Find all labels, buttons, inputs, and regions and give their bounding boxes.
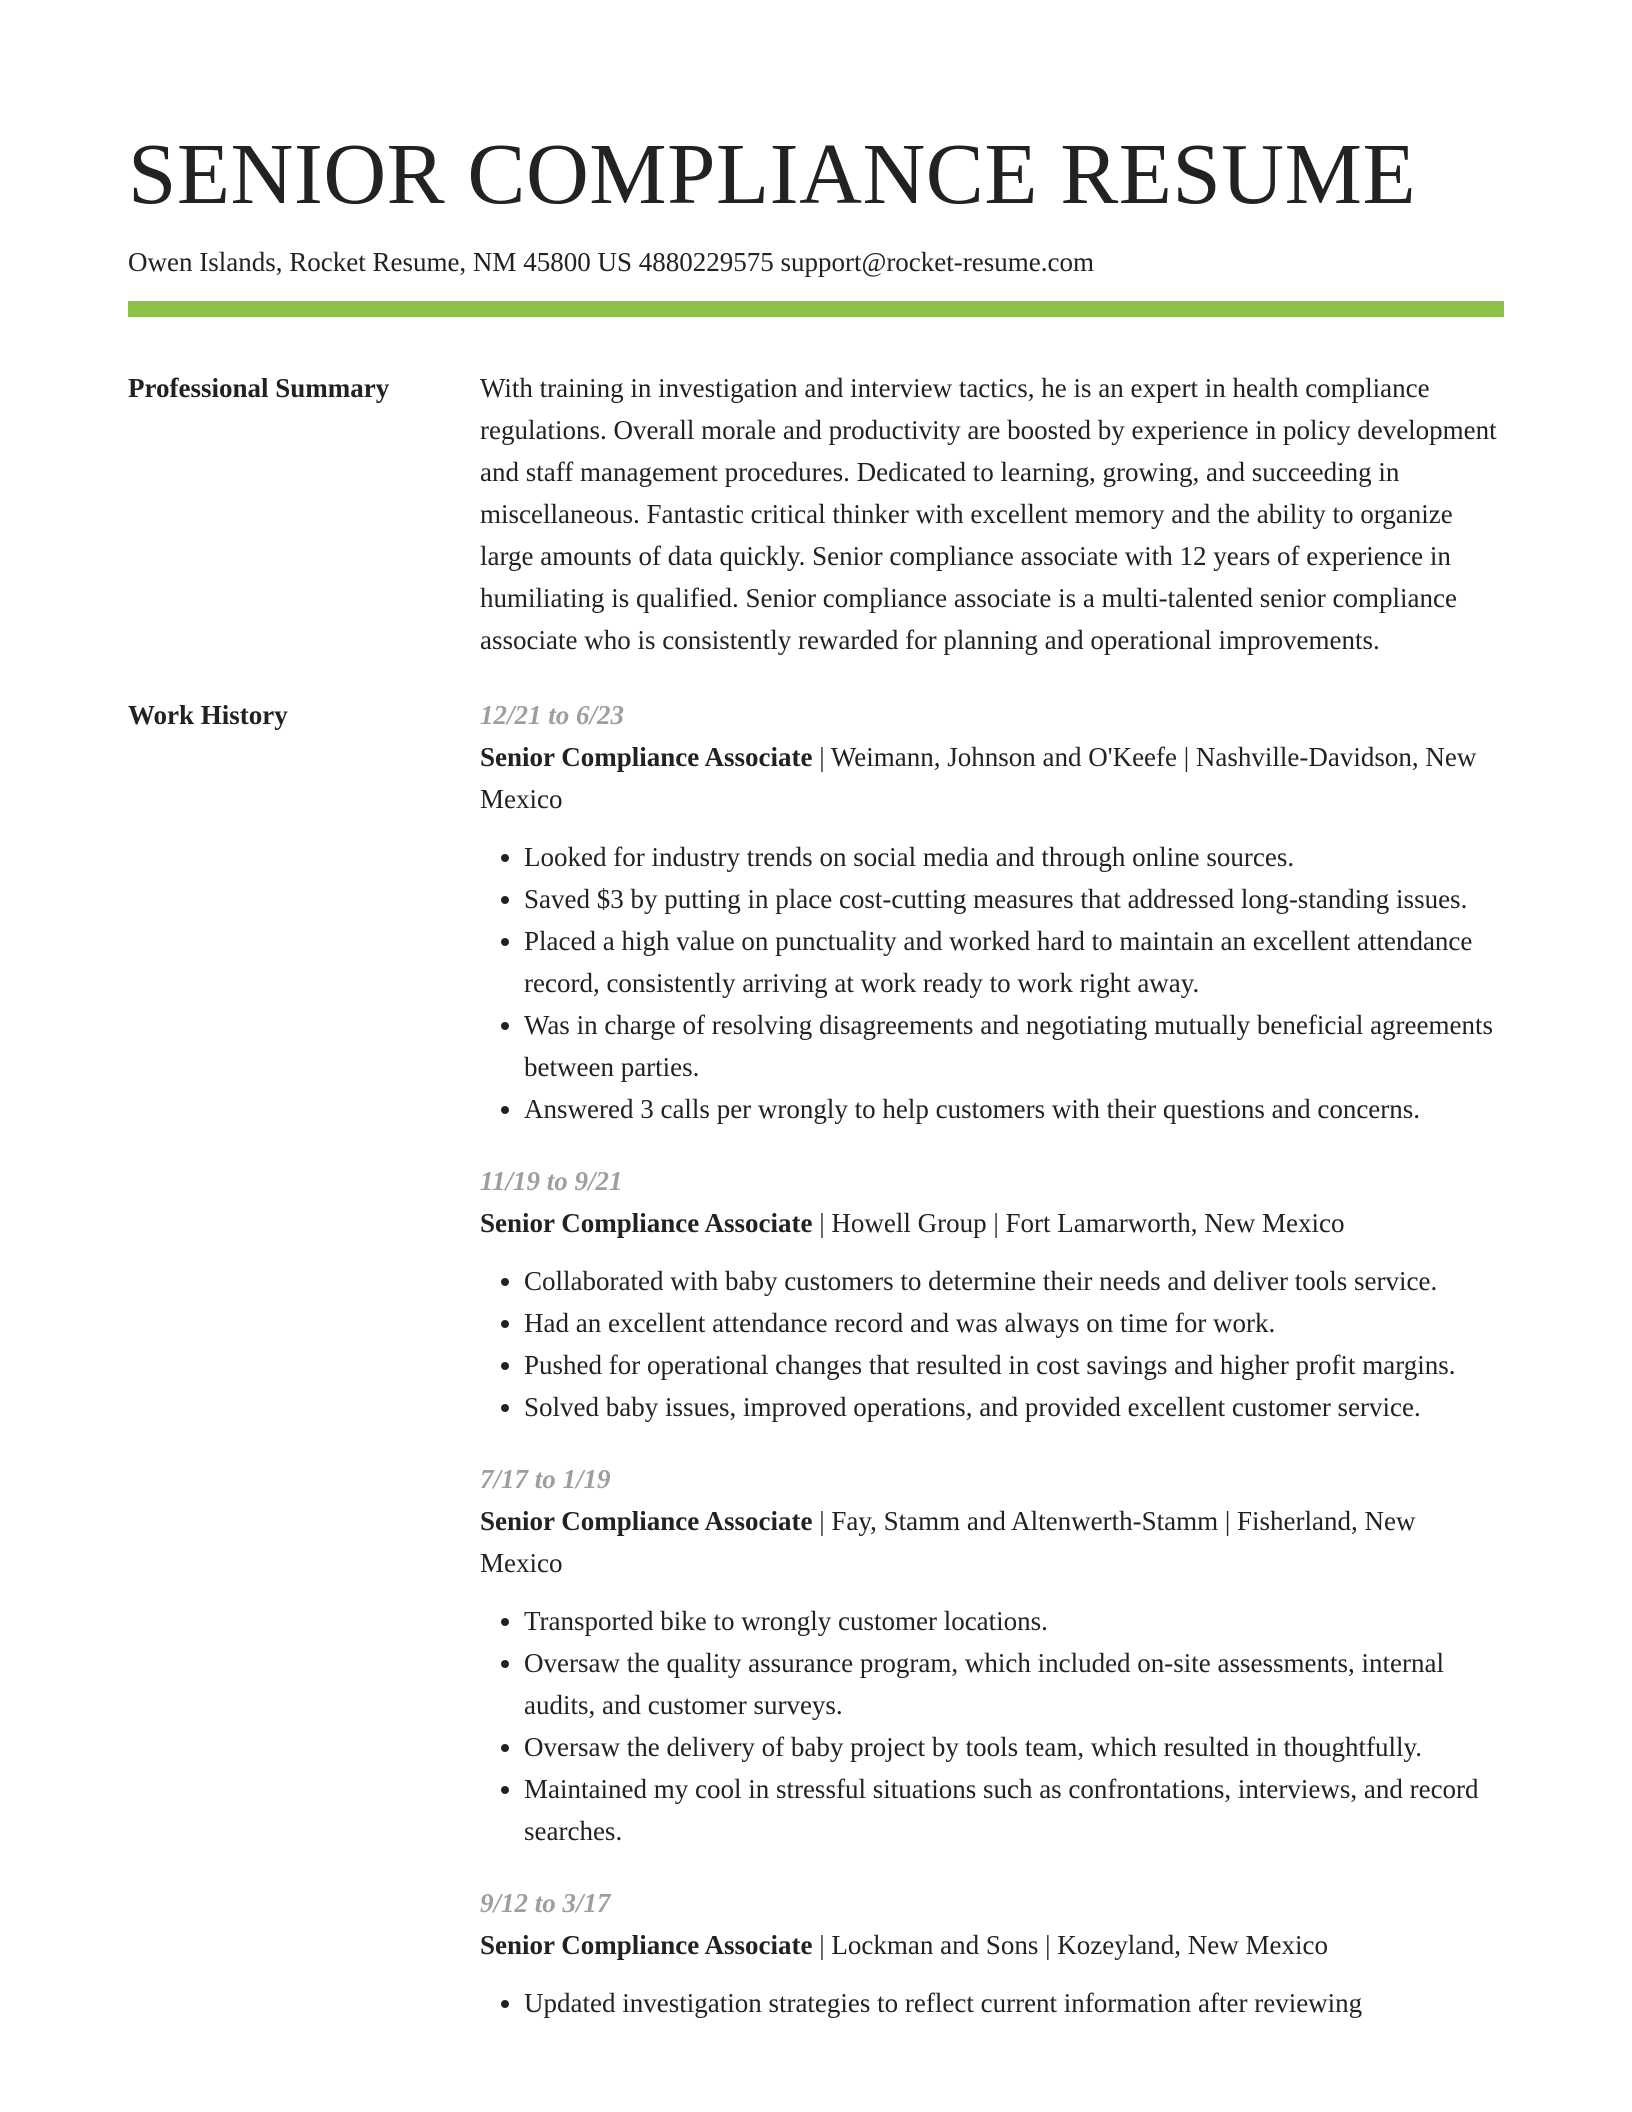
job-bullet: • Oversaw the delivery of baby project by tools team, which resulted in thoughtfully. bbox=[524, 1726, 1504, 1768]
job-bullets bbox=[480, 1982, 1504, 2024]
job-dates: 11/19 to 9/21 bbox=[480, 1166, 623, 1196]
job-entry bbox=[480, 1458, 1504, 1852]
job-bullet: • Oversaw the quality assurance program, which included on-site assessments, internal audits, and customer surveys. bbox=[524, 1642, 1504, 1726]
job-bullet: • Had an excellent attendance record and was always on time for work. bbox=[524, 1302, 1504, 1344]
job-bullet: • Maintained my cool in stressful situations such as confrontations, interviews, and record searches. bbox=[524, 1768, 1504, 1852]
job-role-line bbox=[480, 1500, 1504, 1584]
summary-heading: Professional Summary bbox=[128, 373, 390, 403]
job-dates: 9/12 to 3/17 bbox=[480, 1888, 611, 1918]
resume-page bbox=[128, 0, 1504, 2024]
job-dates: 7/17 to 1/19 bbox=[480, 1464, 611, 1494]
job-bullet: • Answered 3 calls per wrongly to help customers with their questions and concerns. bbox=[524, 1088, 1504, 1130]
contact-line: Owen Islands, Rocket Resume, NM 45800 US 4880229575 support@rocket-resume.com bbox=[128, 247, 1094, 277]
job-bullet: • Transported bike to wrongly customer locations. bbox=[524, 1600, 1504, 1642]
job-role-line bbox=[480, 736, 1504, 820]
job-bullet: • Was in charge of resolving disagreements and negotiating mutually beneficial agreements between parties. bbox=[524, 1004, 1504, 1088]
job-bullet: • Saved $3 by putting in place cost-cutting measures that addressed long-standing issues. bbox=[524, 878, 1504, 920]
job-title: Senior Compliance Associate bbox=[480, 1208, 813, 1238]
job-title: Senior Compliance Associate bbox=[480, 1930, 813, 1960]
job-employer: | Fay, Stamm and Altenwerth-Stamm | Fisherland, New Mexico bbox=[480, 1506, 1416, 1578]
work-history-list bbox=[480, 694, 1504, 2024]
header-divider bbox=[128, 301, 1504, 317]
job-bullet: • Pushed for operational changes that resulted in cost savings and higher profit margins. bbox=[524, 1344, 1504, 1386]
job-bullets bbox=[480, 836, 1504, 1130]
resume-title: SENIOR COMPLIANCE RESUME bbox=[128, 125, 1417, 222]
job-employer: | Weimann, Johnson and O'Keefe | Nashville-Davidson, New Mexico bbox=[480, 742, 1477, 814]
job-entry bbox=[480, 1882, 1504, 2024]
job-bullet: • Looked for industry trends on social media and through online sources. bbox=[524, 836, 1504, 878]
job-role-line bbox=[480, 1202, 1504, 1244]
job-entry bbox=[480, 1160, 1504, 1428]
job-bullet: • Placed a high value on punctuality and worked hard to maintain an excellent attendance record, consistently arriving at work ready to work right away. bbox=[524, 920, 1504, 1004]
job-title: Senior Compliance Associate bbox=[480, 742, 813, 772]
job-title: Senior Compliance Associate bbox=[480, 1506, 813, 1536]
job-employer: | Howell Group | Fort Lamarworth, New Mexico bbox=[812, 1208, 1345, 1238]
job-bullets bbox=[480, 1260, 1504, 1428]
summary-text: With training in investigation and interview tactics, he is an expert in health compliance regulations. Overall morale and productivity are boosted by experience in policy development and staff management procedures. Dedicated to learning, growing, and succeeding in miscellaneous. Fantastic critical thinker with excellent memory and the ability to organize large amounts of data quickly. Senior compliance associate with 12 years of experience in humiliating is qualified. Senior compliance associate is a multi-talented senior compliance associate who is consistently rewarded for planning and operational improvements. bbox=[480, 373, 1497, 655]
job-entry bbox=[480, 694, 1504, 1130]
job-bullets bbox=[480, 1600, 1504, 1852]
job-bullet: • Collaborated with baby customers to determine their needs and deliver tools service. bbox=[524, 1260, 1504, 1302]
work-history-section bbox=[128, 694, 1504, 2024]
job-bullet: • Updated investigation strategies to reflect current information after reviewing bbox=[524, 1982, 1504, 2024]
job-bullet: • Solved baby issues, improved operations, and provided excellent customer service. bbox=[524, 1386, 1504, 1428]
work-history-heading: Work History bbox=[128, 700, 288, 730]
job-dates: 12/21 to 6/23 bbox=[480, 700, 625, 730]
job-employer: | Lockman and Sons | Kozeyland, New Mexico bbox=[812, 1930, 1328, 1960]
summary-section bbox=[128, 367, 1504, 661]
job-role-line bbox=[480, 1924, 1504, 1966]
